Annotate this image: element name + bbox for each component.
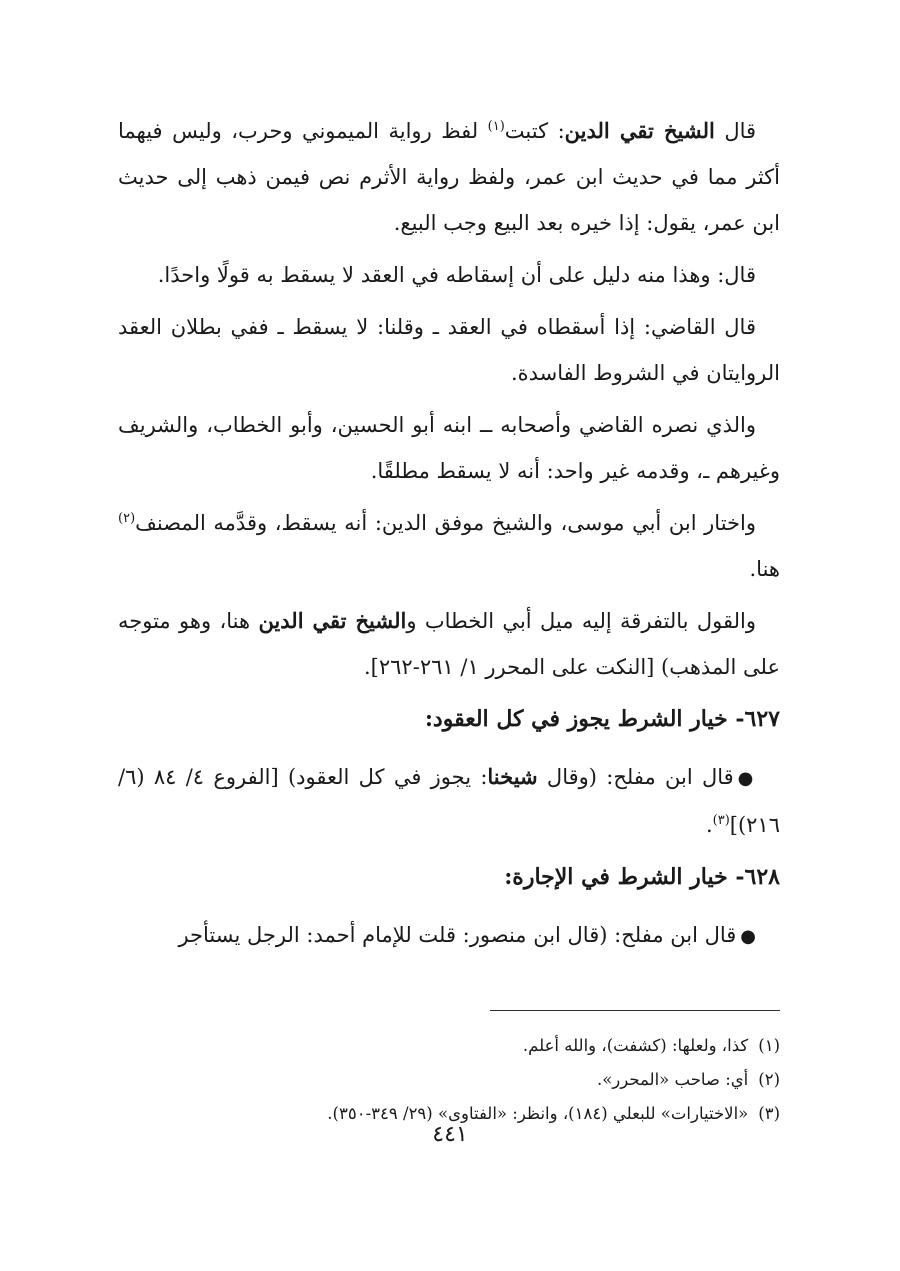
section-heading-628: ٦٢٨- خيار الشرط في الإجارة:	[504, 864, 780, 890]
p6-rest: هنا، وهو متوجه على المذهب) [النكت على المحرر ١/ ٢٦١-٢٦٢].	[118, 609, 780, 679]
p1-rest: لفظ رواية الميموني وحرب، وليس فيهما أكثر مما في حديث ابن عمر، ولفظ رواية الأثرم نص فيمن ذهب إلى حديث ابن عمر، يقول: إذا خيره بعد البيع وجب البيع.	[118, 119, 781, 235]
p4-text: والذي نصره القاضي وأصحابه ــ ابنه أبو الحسين، وأبو الخطاب، والشريف وغيرهم ـ، وقدمه غير واحد: أنه لا يسقط مطلقًا.	[118, 413, 780, 483]
paragraph-2	[118, 252, 780, 298]
bullet-icon: ●	[737, 768, 756, 789]
s627-bold-name: شيخنا	[487, 764, 538, 789]
footnote-number: (٣)	[758, 1104, 780, 1123]
footnote-1	[118, 1029, 780, 1063]
paragraph-3	[118, 304, 780, 396]
s627-end: .	[705, 813, 713, 837]
p3-text: قال القاضي: إذا أسقطاه في العقد ـ وقلنا: لا يسقط ـ ففي بطلان العقد الروايتان في الشروط الفاسدة.	[118, 315, 780, 385]
page-number: ٤٤١	[432, 1122, 468, 1147]
footnote-ref-3[interactable]: (٣)	[712, 813, 730, 828]
s627-lead: قال ابن مفلح: (وقال	[537, 765, 734, 789]
s627-rest: : يجوز في كل العقود) [الفروع ٤/ ٨٤ (٦/ ٢١٦)]	[118, 765, 780, 837]
p5-tail: هنا.	[749, 557, 780, 581]
paragraph-627	[118, 754, 780, 848]
paragraph-628	[118, 912, 780, 960]
footnotes	[118, 1029, 780, 1131]
footnote-ref-2[interactable]: (٢)	[118, 511, 136, 526]
paragraph-5	[118, 500, 780, 592]
section-heading-627: ٦٢٧- خيار الشرط يجوز في كل العقود:	[424, 706, 780, 732]
footnote-text: أي: صاحب «المحرر».	[596, 1070, 749, 1089]
footnote-number: (٢)	[758, 1070, 780, 1089]
footnote-text: كذا، ولعلها: (كشفت)، والله أعلم.	[522, 1036, 749, 1055]
p5-text: واختار ابن أبي موسى، والشيخ موفق الدين: أنه يسقط، وقدَّمه المصنف	[135, 511, 756, 535]
p1-lead: قال	[714, 119, 757, 143]
p6-bold-name: الشيخ تقي الدين	[258, 608, 407, 633]
s628-text: قال ابن مفلح: (قال ابن منصور: قلت للإمام أحمد: الرجل يستأجر	[178, 923, 737, 947]
footnote-ref-1[interactable]: (١)	[487, 119, 505, 134]
p6-lead: والقول بالتفرقة إليه ميل أبي الخطاب و	[406, 609, 756, 633]
footnote-number: (١)	[758, 1036, 780, 1055]
paragraph-4	[118, 402, 780, 494]
p1-bold-name: الشيخ تقي الدين	[564, 118, 715, 143]
footnote-separator	[490, 1010, 780, 1011]
paragraph-6	[118, 598, 780, 690]
bullet-icon: ●	[740, 926, 756, 947]
paragraph-1	[118, 108, 780, 246]
p1-mid: : كتبت	[504, 119, 565, 143]
footnote-2	[118, 1063, 780, 1097]
p2-text: قال: وهذا منه دليل على أن إسقاطه في العقد لا يسقط به قولًا واحدًا.	[157, 263, 756, 287]
footnote-text: «الاختيارات» للبعلي (١٨٤)، وانظر: «الفتاوى» (٢٩/ ٣٤٩-٣٥٠).	[327, 1104, 749, 1123]
